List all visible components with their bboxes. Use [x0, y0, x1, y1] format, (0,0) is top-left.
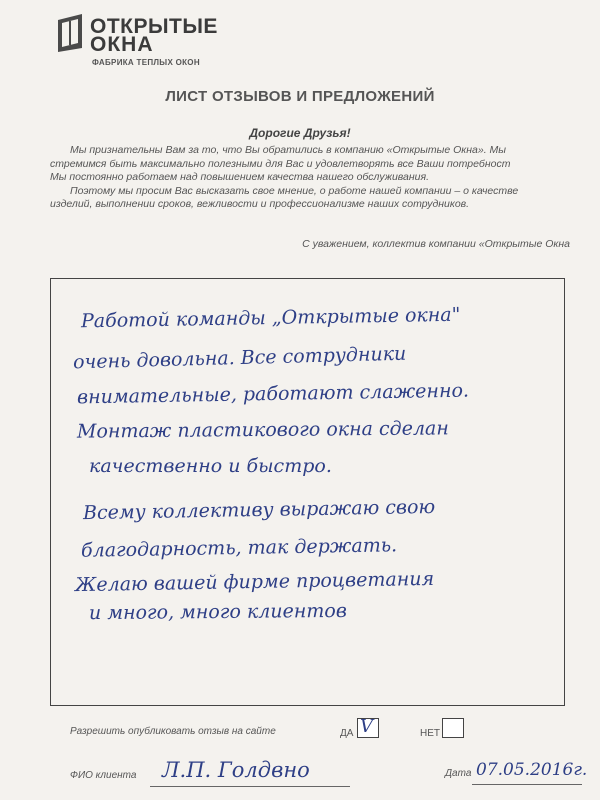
logo-text-line1: ОТКРЫТЫЕ [90, 15, 218, 38]
intro-line: Мы признательны Вам за то, что Вы обратились в компанию «Открытые Окна». Мы [70, 144, 506, 156]
client-name-field[interactable]: Л.П. Голдвно [162, 758, 310, 782]
feedback-line: Монтаж пластикового окна сделан [76, 417, 449, 443]
intro-text [50, 144, 580, 212]
client-name-label: ФИО клиента [70, 770, 137, 781]
logo-text-line2: ОКНА [90, 33, 154, 56]
date-field[interactable]: 07.05.2016г. [476, 760, 588, 780]
date-line [472, 784, 582, 785]
feedback-line: качественно и быстро. [89, 455, 332, 477]
checkmark-icon: V [360, 716, 373, 737]
feedback-line: Всему коллективу выражаю свою [82, 495, 436, 525]
no-checkbox[interactable] [442, 718, 464, 738]
feedback-line: внимательные, работают слаженно. [76, 379, 470, 409]
publish-permission-label: Разрешить опубликовать отзыв на сайте [70, 726, 276, 737]
intro-line: Мы постоянно работаем над повышением качества нашего обслуживания. [50, 171, 430, 183]
company-logo [56, 10, 246, 70]
signoff: С уважением, коллектив компании «Открытые Окна [302, 238, 570, 250]
sheet-title: ЛИСТ ОТЗЫВОВ И ПРЕДЛОЖЕНИЙ [165, 88, 435, 105]
intro-line: изделий, выполнении сроков, вежливости и профессионализме наших сотрудников. [50, 198, 470, 210]
no-label: НЕТ [420, 728, 440, 739]
date-label: Дата [445, 768, 472, 779]
yes-checkbox[interactable] [357, 718, 379, 738]
feedback-line: очень довольна. Все сотрудники [72, 342, 407, 374]
intro-line: стремимся быть максимально полезными для Вас и удовлетворять все Ваши потребност [50, 157, 511, 170]
yes-label: ДА [340, 728, 354, 739]
client-name-line [150, 786, 350, 787]
window-logo-icon [56, 14, 86, 54]
feedback-line: Желаю вашей фирме процветания [74, 567, 435, 597]
greeting: Дорогие Друзья! [249, 126, 351, 140]
intro-line: Поэтому мы просим Вас высказать свое мнение, о работе нашей компании – о качестве [70, 184, 519, 197]
feedback-box[interactable] [50, 278, 565, 706]
feedback-line: и много, много клиентов [88, 599, 347, 625]
feedback-line: Работой команды „Открытые окна" [80, 303, 461, 333]
feedback-line: благодарность, так держать. [80, 534, 398, 562]
logo-subtitle: ФАБРИКА ТЕПЛЫХ ОКОН [92, 58, 200, 67]
